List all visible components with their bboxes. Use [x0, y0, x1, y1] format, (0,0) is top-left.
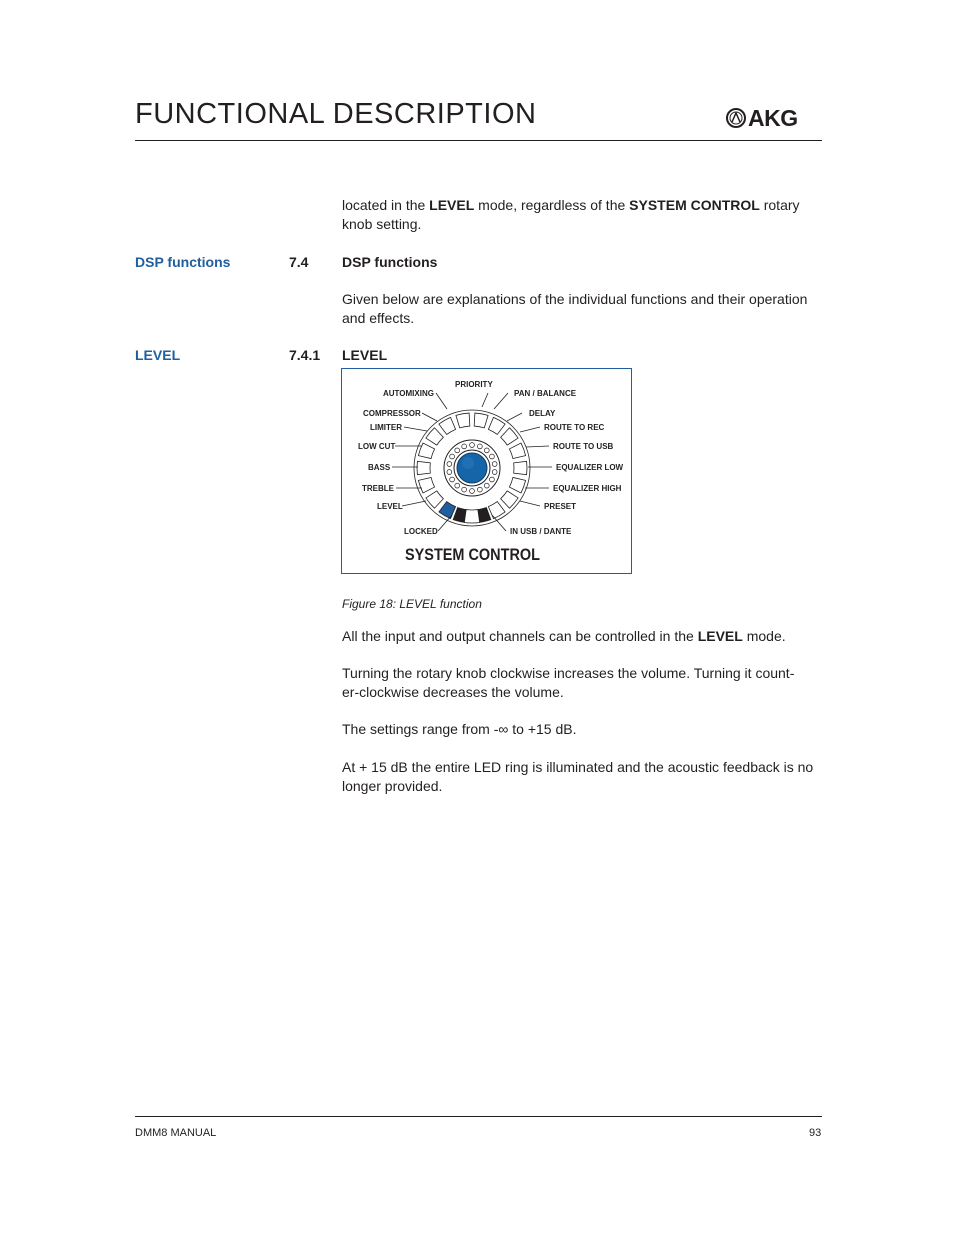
- footer-page-number: 93: [809, 1127, 822, 1139]
- intro-text: rotary: [759, 197, 800, 213]
- knob-grip-notch: [477, 444, 482, 449]
- section-number: 7.4: [289, 254, 309, 270]
- knob-grip-notch: [455, 448, 460, 453]
- led-segment: [509, 443, 525, 459]
- leader-line: [402, 501, 426, 506]
- label-priority: PRIORITY: [455, 380, 493, 389]
- knob-grip-notch: [484, 448, 489, 453]
- label-pan-balance: PAN / BALANCE: [514, 389, 577, 398]
- system-control-figure: [341, 368, 632, 574]
- knob-grip-notch: [462, 444, 467, 449]
- leader-line: [492, 515, 506, 531]
- intro-bold-system-control: SYSTEM CONTROL: [629, 197, 760, 213]
- leader-line: [404, 427, 427, 431]
- leader-line: [520, 427, 540, 432]
- label-bass: BASS: [368, 463, 391, 472]
- label-route-to-usb: ROUTE TO USB: [553, 442, 614, 451]
- subsection-title: LEVEL: [342, 347, 388, 363]
- paragraph-line: Given below are explanations of the individual functions and their operation: [342, 291, 808, 307]
- paragraph-line: Turning the rotary knob clockwise increases the volume. Turning it count-: [342, 665, 795, 681]
- rotary-knob-icon: [457, 453, 487, 483]
- paragraph-rotary-knob: [342, 664, 822, 702]
- section-title: DSP functions: [342, 254, 438, 270]
- knob-grip-notch: [450, 454, 455, 459]
- system-control-diagram: [342, 369, 631, 573]
- knob-grip-notch: [490, 454, 495, 459]
- leader-line: [436, 393, 447, 409]
- margin-heading-dsp-functions: DSP functions: [135, 254, 231, 270]
- margin-heading-level: LEVEL: [135, 347, 181, 363]
- logo-text: AKG: [748, 104, 798, 131]
- leader-line: [482, 393, 488, 407]
- akg-logo: [726, 104, 823, 131]
- led-segment: [439, 417, 456, 434]
- knob-grip-notch: [447, 462, 452, 467]
- paragraph-line: er-clockwise decreases the volume.: [342, 684, 564, 700]
- label-limiter: LIMITER: [370, 423, 402, 432]
- label-route-to-rec: ROUTE TO REC: [544, 423, 605, 432]
- label-low-cut: LOW CUT: [358, 442, 396, 451]
- status-indicator-segment: [464, 510, 479, 523]
- footer-manual-name: DMM8 MANUAL: [135, 1127, 217, 1139]
- paragraph-line: and effects.: [342, 310, 415, 326]
- led-segment: [501, 428, 518, 445]
- knob-grip-notch: [492, 462, 497, 467]
- leader-line: [422, 413, 437, 421]
- leader-line: [438, 515, 452, 531]
- led-segment: [488, 417, 505, 434]
- paragraph-line: longer provided.: [342, 778, 443, 794]
- leader-line: [507, 413, 522, 421]
- knob-grip-notch: [447, 470, 452, 475]
- akg-emblem-icon: [726, 108, 746, 128]
- led-segment: [439, 502, 456, 519]
- knob-grip-notch: [462, 487, 467, 492]
- section-paragraph: [342, 290, 822, 328]
- label-equalizer-low: EQUALIZER LOW: [556, 463, 624, 472]
- led-segment: [456, 413, 470, 428]
- led-segment: [501, 491, 518, 508]
- header-rule: [135, 140, 822, 141]
- intro-bold-level: LEVEL: [429, 197, 475, 213]
- label-equalizer-high: EQUALIZER HIGH: [553, 484, 622, 493]
- paragraph-text: All the input and output channels can be controlled in the: [342, 628, 698, 644]
- paragraph-bold-level: LEVEL: [697, 628, 743, 644]
- led-segment: [418, 443, 434, 459]
- label-preset: PRESET: [544, 502, 577, 511]
- intro-text: located in the: [342, 197, 430, 213]
- knob-grip-notch: [477, 487, 482, 492]
- label-treble: TREBLE: [362, 484, 394, 493]
- paragraph-line: At + 15 dB the entire LED ring is illuminated and the acoustic feedback is no: [342, 759, 814, 775]
- label-level: LEVEL: [377, 502, 403, 511]
- knob-grip-notch: [455, 483, 460, 488]
- footer-rule: [135, 1116, 822, 1117]
- intro-paragraph: [342, 196, 822, 234]
- led-segment: [474, 413, 488, 428]
- intro-text: knob setting.: [342, 216, 422, 232]
- knob-grip-notch: [492, 470, 497, 475]
- system-control-label: SYSTEM CONTROL: [405, 545, 540, 564]
- paragraph-settings-range: The settings range from -∞ to +15 dB.: [342, 721, 577, 737]
- label-locked: LOCKED: [404, 527, 438, 536]
- intro-text: mode, regardless of the: [474, 197, 630, 213]
- label-delay: DELAY: [529, 409, 556, 418]
- led-segment: [426, 491, 443, 508]
- figure-caption: Figure 18: LEVEL function: [342, 597, 482, 611]
- label-automixing: AUTOMIXING: [383, 389, 434, 398]
- led-segment: [509, 477, 525, 493]
- paragraph-text: mode.: [742, 628, 786, 644]
- knob-grip-notch: [490, 477, 495, 482]
- knob-grip-notch: [484, 483, 489, 488]
- led-segment: [417, 461, 430, 474]
- led-segment: [488, 502, 505, 519]
- label-in-usb-dante: IN USB / DANTE: [510, 527, 572, 536]
- leader-line: [526, 446, 549, 447]
- led-segment: [418, 477, 434, 493]
- knob-highlight: [462, 457, 474, 469]
- leader-line: [520, 501, 540, 506]
- paragraph-level-mode: [342, 627, 822, 646]
- label-compressor: COMPRESSOR: [363, 409, 421, 418]
- knob-grip-notch: [470, 443, 475, 448]
- page-title: FUNCTIONAL DESCRIPTION: [135, 98, 537, 130]
- knob-grip-notch: [470, 489, 475, 494]
- leader-line: [494, 393, 508, 409]
- led-segment: [514, 461, 527, 474]
- subsection-number: 7.4.1: [289, 347, 321, 363]
- led-segment: [426, 428, 443, 445]
- knob-grip-notch: [450, 477, 455, 482]
- paragraph-led-ring: [342, 758, 822, 796]
